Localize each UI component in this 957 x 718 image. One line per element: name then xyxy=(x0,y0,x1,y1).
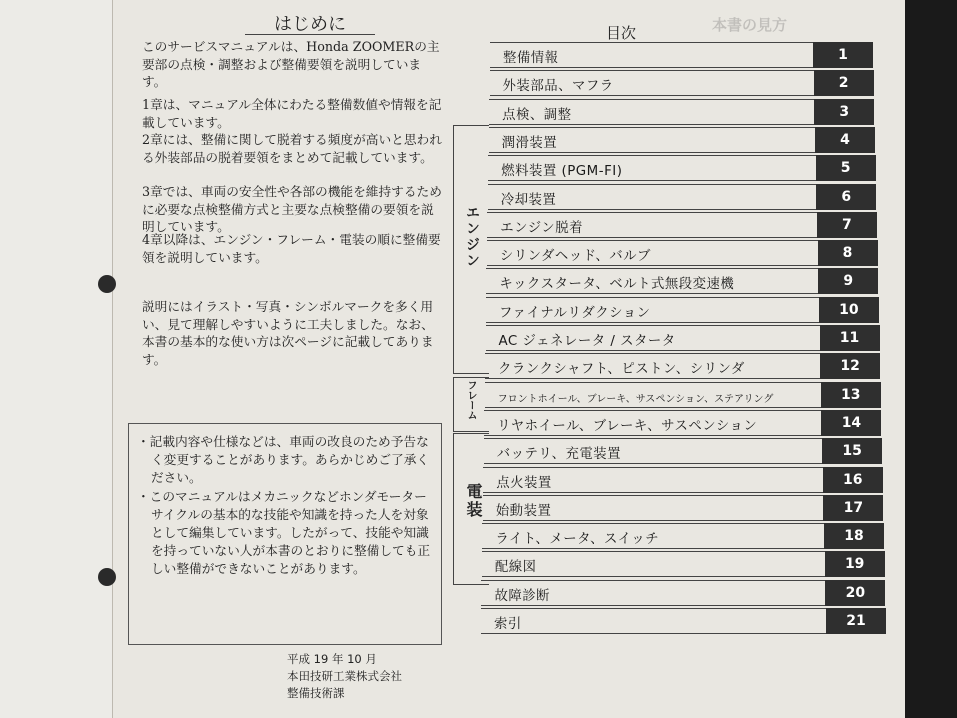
toc-row xyxy=(486,297,819,323)
chapter-number-tab: 10 xyxy=(819,297,879,323)
publish-date: 平成 19 年 10 月 xyxy=(287,652,377,666)
chapter-note-1: 1章は、マニュアル全体にわたる整備数値や情報を記載しています。 xyxy=(142,97,442,130)
toc-row xyxy=(487,212,817,238)
chapter-number-tab: 5 xyxy=(816,155,876,181)
chapter-number-tab: 11 xyxy=(820,325,880,351)
chapter-number-tab: 16 xyxy=(823,467,883,493)
publisher-company: 本田技研工業株式会社 xyxy=(287,669,402,683)
toc-row xyxy=(485,353,820,379)
chapter-note-2: 2章には、整備に関して脱着する頻度が高いと思われる外装部品の脱着要領をまとめて記載しています。 xyxy=(142,132,442,165)
chapter-number-tab: 12 xyxy=(820,353,880,379)
notice-box xyxy=(128,423,442,645)
toc-row xyxy=(484,410,821,436)
toc-item-label: 整備情報 xyxy=(503,51,559,66)
chapter-number-tab: 6 xyxy=(816,184,876,210)
toc-item-label: 点検、調整 xyxy=(502,107,572,123)
chapter-number-tab: 2 xyxy=(814,70,874,96)
toc-row xyxy=(485,382,821,408)
toc-item-label: クランクシャフト、ピストン、シリンダ xyxy=(498,362,745,378)
usage-paragraph: 説明にはイラスト・写真・シンボルマークを多く用い、見て理解しやすいように工夫しました。なお、本書の基本的な使い方は次ページに記載してあります。 xyxy=(142,299,434,367)
toc-item-label: AC ジェネレータ / スタータ xyxy=(498,334,676,349)
chapter-number-tab: 21 xyxy=(826,608,886,634)
toc-item-label: フロントホイール、ブレーキ、サスペンション、ステアリング xyxy=(497,393,774,405)
toc-item-label: 始動装置 xyxy=(495,503,552,519)
toc-item-label: シリンダヘッド、バルブ xyxy=(499,249,651,265)
toc-row xyxy=(481,608,826,634)
toc-item-label: 燃料装置 (PGM-FI) xyxy=(501,164,623,180)
toc-item-label: 故障診断 xyxy=(494,588,550,604)
toc-item-label: 索引 xyxy=(494,617,522,632)
intro-title: はじめに xyxy=(274,14,346,35)
toc-row xyxy=(482,551,825,577)
notice-item: ・記載内容や仕様などは、車両の改良のため予告なく変更することがあります。あらかじめご了承ください。 xyxy=(137,434,430,486)
toc-row xyxy=(490,70,814,96)
chapter-number-tab: 13 xyxy=(821,382,881,408)
toc-item-label: ファイナルリダクション xyxy=(498,305,651,321)
group-label-engine: エンジン xyxy=(464,205,480,269)
bleed-through-heading: 本書の見方 xyxy=(712,16,788,34)
toc-item-label: キックスタータ、ベルト式無段変速機 xyxy=(499,277,735,293)
intro-title-underline xyxy=(245,34,375,35)
group-label-electrical: 電装 xyxy=(464,483,483,519)
toc-row xyxy=(481,580,825,606)
toc-row xyxy=(490,42,813,68)
toc-item-label: 外装部品、マフラ xyxy=(502,79,614,95)
toc-row xyxy=(484,438,822,464)
chapter-note-4: 4章以降は、エンジン・フレーム・電装の順に整備要領を説明しています。 xyxy=(142,232,441,265)
chapter-number-tab: 18 xyxy=(824,523,884,549)
toc-item-label: ライト、メータ、スイッチ xyxy=(495,532,660,548)
toc-item-label: 点火装置 xyxy=(496,475,552,491)
publisher-block xyxy=(287,651,402,702)
chapter-number-tab: 4 xyxy=(815,127,875,153)
chapter-number-tab: 17 xyxy=(823,495,883,521)
chapter-number-tab: 8 xyxy=(818,240,878,266)
chapter-number-tab: 20 xyxy=(825,580,885,606)
toc-item-label: 冷却装置 xyxy=(500,192,557,208)
publisher-department: 整備技術課 xyxy=(287,686,345,700)
toc-item-label: バッテリ、充電装置 xyxy=(496,447,622,463)
toc-item-label: リヤホイール、ブレーキ、サスペンション xyxy=(497,418,758,434)
toc-row xyxy=(482,523,824,549)
toc-row xyxy=(488,155,815,181)
intro-paragraph: このサービスマニュアルは、Honda ZOOMERの主要部の点検・調整および整備要領を説明しています。 xyxy=(142,39,440,89)
toc-item-label: 潤滑装置 xyxy=(501,135,558,151)
toc-row xyxy=(486,268,818,294)
chapter-number-tab: 19 xyxy=(825,551,885,577)
toc-row xyxy=(489,99,814,125)
chapter-note-3: 3章では、車両の安全性や各部の機能を維持するために必要な点検整備方式と主要な点検整備の要領を説明しています。 xyxy=(142,184,442,234)
toc-row xyxy=(488,184,817,210)
left-page-edge xyxy=(0,0,113,718)
chapter-number-tab: 7 xyxy=(817,212,877,238)
binder-hole xyxy=(98,275,116,293)
toc-row xyxy=(483,495,824,521)
toc-title: 目次 xyxy=(606,24,637,42)
binder-hole xyxy=(98,568,116,586)
notice-item: ・このマニュアルはメカニックなどホンダモーターサイクルの基本的な技能や知識を持った人を対象として編集しています。したがって、技能や知識を持っていない人が本書のとおりに整備しても正しい整備ができないことがあります。 xyxy=(137,488,431,577)
toc-row xyxy=(487,240,818,266)
chapter-number-tab: 9 xyxy=(818,268,878,294)
toc-item-label: 配線図 xyxy=(494,560,537,576)
chapter-number-tab: 15 xyxy=(822,438,882,464)
chapter-number-tab: 14 xyxy=(821,410,881,436)
toc-row xyxy=(486,325,820,351)
toc-row xyxy=(483,467,823,493)
chapter-number-tab: 3 xyxy=(814,99,874,125)
chapter-number-tab: 1 xyxy=(813,42,873,68)
toc-item-label: エンジン脱着 xyxy=(500,220,583,236)
group-label-frame: フレーム xyxy=(465,380,476,420)
toc-row xyxy=(489,127,815,153)
